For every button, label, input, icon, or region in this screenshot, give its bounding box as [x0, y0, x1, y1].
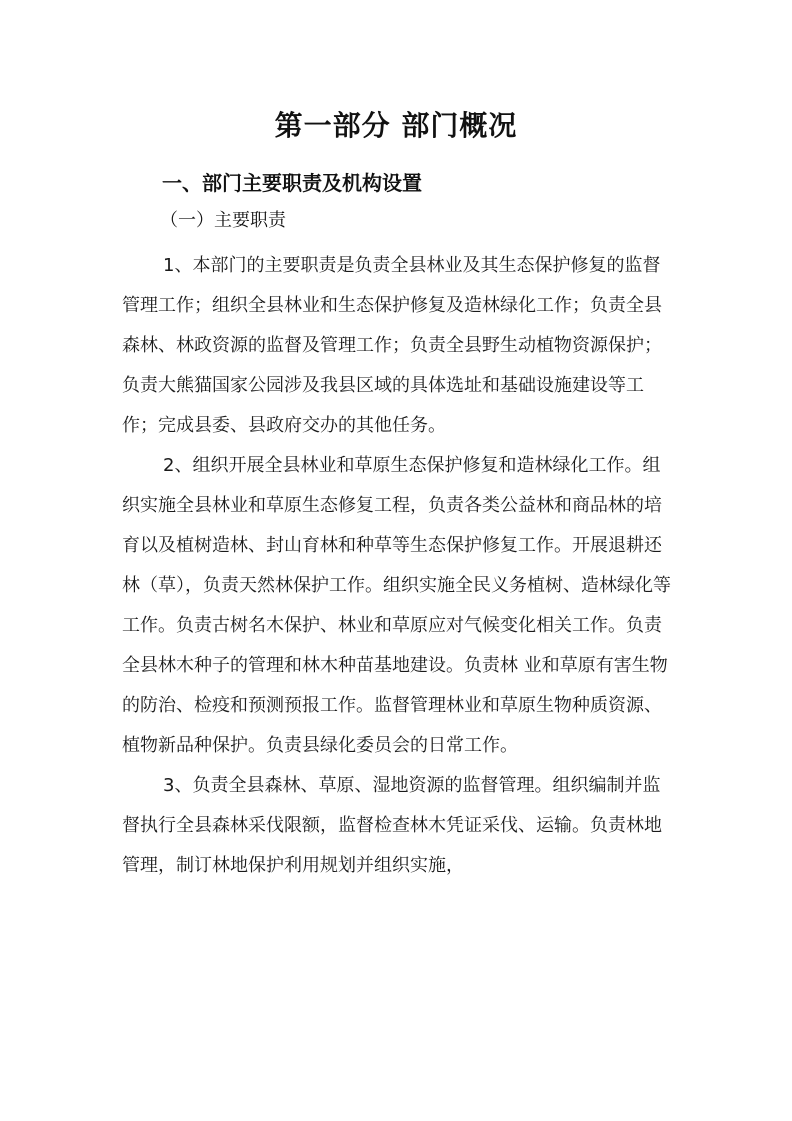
- page-title: 第一部分 部门概况: [274, 109, 518, 142]
- subsection-heading: （一）主要职责: [160, 210, 286, 231]
- document-body: [122, 246, 678, 886]
- paragraph-1: 1、本部门的主要职责是负责全县林业及其生态保护修复的监督管理工作；组织全县林业和生态保护修复及造林绿化工作；负责全县森林、林政资源的监督及管理工作；负责全县野生动植物资源保护；负责大熊猫国家公园涉及我县区域的具体选址和基础设施建设等工作；完成县委、县政府交办的其他任务。: [122, 255, 662, 436]
- paragraph-3: 3、负责全县森林、草原、湿地资源的监督管理。组织编制并监督执行全县森林采伐限额，监督检查林木凭证采伐、运输。负责林地管理，制订林地保护利用规划并组织实施，: [122, 775, 662, 876]
- section-heading: 一、部门主要职责及机构设置: [162, 171, 422, 195]
- paragraph-2: 2、组织开展全县林业和草原生态保护修复和造林绿化工作。组织实施全县林业和草原生态修复工程，负责各类公益林和商品林的培育以及植树造林、封山育林和种草等生态保护修复工作。开展退耕还林（草），负责天然林保护工作。组织实施全民义务植树、造林绿化等工作。负责古树名木保护、林业和草原应对气候变化相关工作。负责全县林木种子的管理和林木种苗基地建设。负责林 业和草原有害生物的防治、检疫和预测预报工作。监督管理林业和草原生物种质资源、植物新品种保护。负责县绿化委员会的日常工作。: [122, 455, 671, 756]
